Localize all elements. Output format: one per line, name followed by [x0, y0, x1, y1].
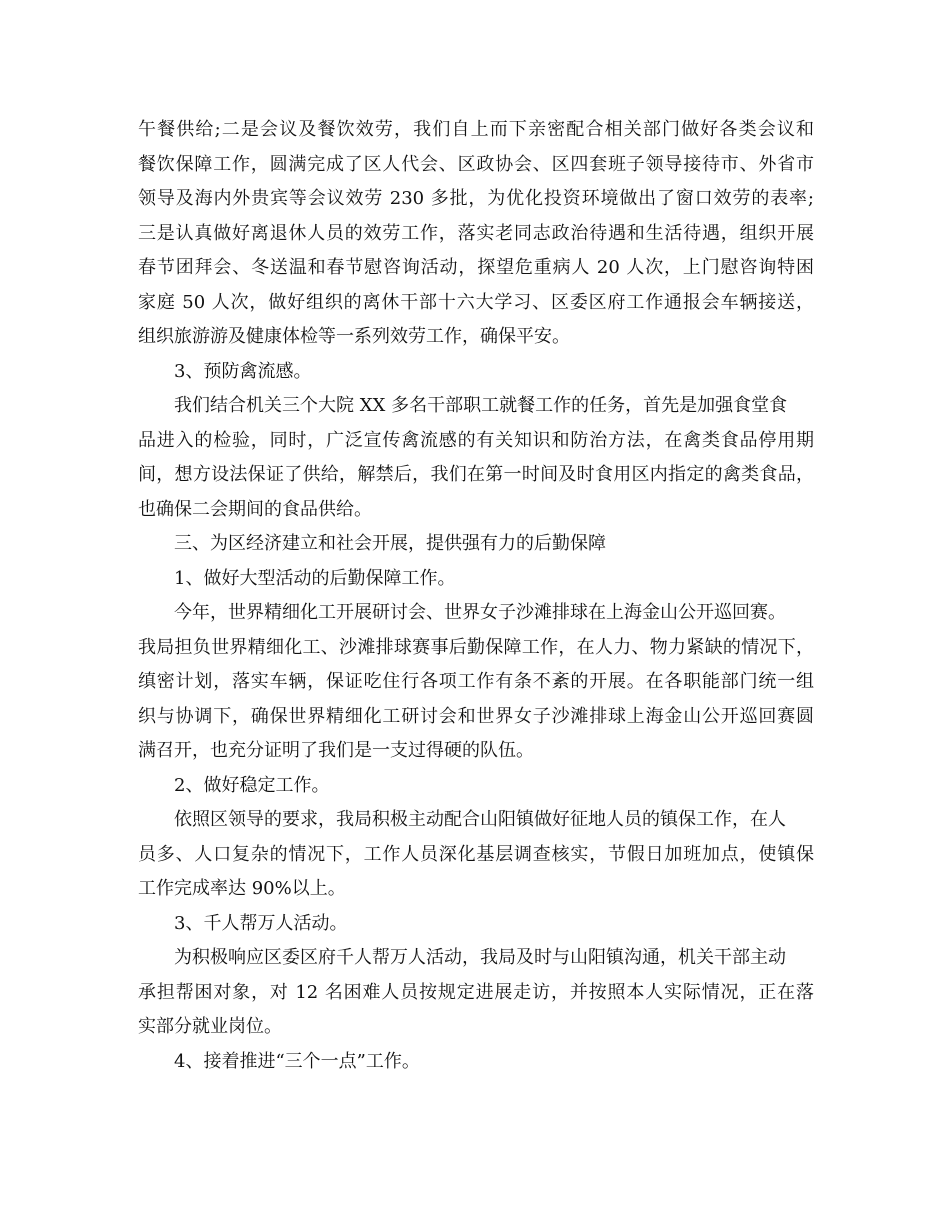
text-line: 组织旅游游及健康体检等一系列效劳工作，确保平安。: [138, 326, 570, 347]
text-line: 领导及海内外贵宾等会议效劳 230 多批，为优化投资环境做出了窗口效劳的表率;: [138, 188, 814, 209]
text-line: 也确保二会期间的食品供给。: [138, 498, 372, 520]
text-line: 实部分就业岗位。: [138, 1016, 282, 1037]
section-heading: 4、接着推进“三个一点”工作。: [174, 1050, 420, 1072]
section-heading: 3、千人帮万人活动。: [174, 912, 348, 934]
section-heading: 2、做好稳定工作。: [174, 774, 330, 796]
text-line: 家庭 50 人次，做好组织的离休干部十六大学习、区委区府工作通报会车辆接送，: [138, 291, 814, 313]
text-line: 餐饮保障工作，圆满完成了区人代会、区政协会、区四套班子领导接待市、外省市: [138, 153, 814, 175]
text-line: 品进入的检验，同时，广泛宣传禽流感的有关知识和防治方法，在禽类食品停用期: [138, 429, 814, 451]
section-heading: 1、做好大型活动的后勤保障工作。: [174, 567, 456, 589]
text-line: 我局担负世界精细化工、沙滩排球赛事后勤保障工作，在人力、物力紧缺的情况下，: [138, 636, 814, 658]
text-line: 春节团拜会、冬送温和春节慰咨询活动，探望危重病人 20 人次，上门慰咨询特困: [138, 257, 814, 278]
section-heading: 3、预防禽流感。: [174, 360, 312, 382]
text-line: 承担帮困对象，对 12 名困难人员按规定进展走访，并按照本人实际情况，正在落: [138, 981, 814, 1003]
text-line: 织与协调下，确保世界精细化工研讨会和世界女子沙滩排球上海金山公开巡回赛圆: [138, 705, 814, 727]
text-line: 员多、人口复杂的情况下，工作人员深化基层调查核实，节假日加班加点，使镇保: [138, 843, 814, 865]
text-line: 工作完成率达 90%以上。: [138, 878, 346, 899]
document-body: [138, 113, 814, 1079]
text-line: 依照区领导的要求，我局积极主动配合山阳镇做好征地人员的镇保工作，在人: [174, 809, 786, 830]
text-line: 我们结合机关三个大院 XX 多名干部职工就餐工作的任务，首先是加强食堂食: [174, 395, 788, 416]
text-line: 今年，世界精细化工开展研讨会、世界女子沙滩排球在上海金山公开巡回赛。: [174, 602, 786, 623]
text-line: 午餐供给;二是会议及餐饮效劳，我们自上而下亲密配合相关部门做好各类会议和: [138, 119, 814, 140]
text-line: 满召开，也充分证明了我们是一支过得硬的队伍。: [138, 740, 534, 761]
text-line: 缜密计划，落实车辆，保证吃住行各项工作有条不紊的开展。在各职能部门统一组: [138, 671, 814, 692]
section-heading: 三、为区经济建立和社会开展，提供强有力的后勤保障: [174, 533, 606, 554]
text-line: 三是认真做好离退休人员的效劳工作，落实老同志政治待遇和生活待遇，组织开展: [138, 222, 814, 244]
text-line: 间，想方设法保证了供给，解禁后，我们在第一时间及时食用区内指定的禽类食品，: [138, 464, 814, 485]
text-line: 为积极响应区委区府千人帮万人活动，我局及时与山阳镇沟通，机关干部主动: [174, 947, 786, 968]
